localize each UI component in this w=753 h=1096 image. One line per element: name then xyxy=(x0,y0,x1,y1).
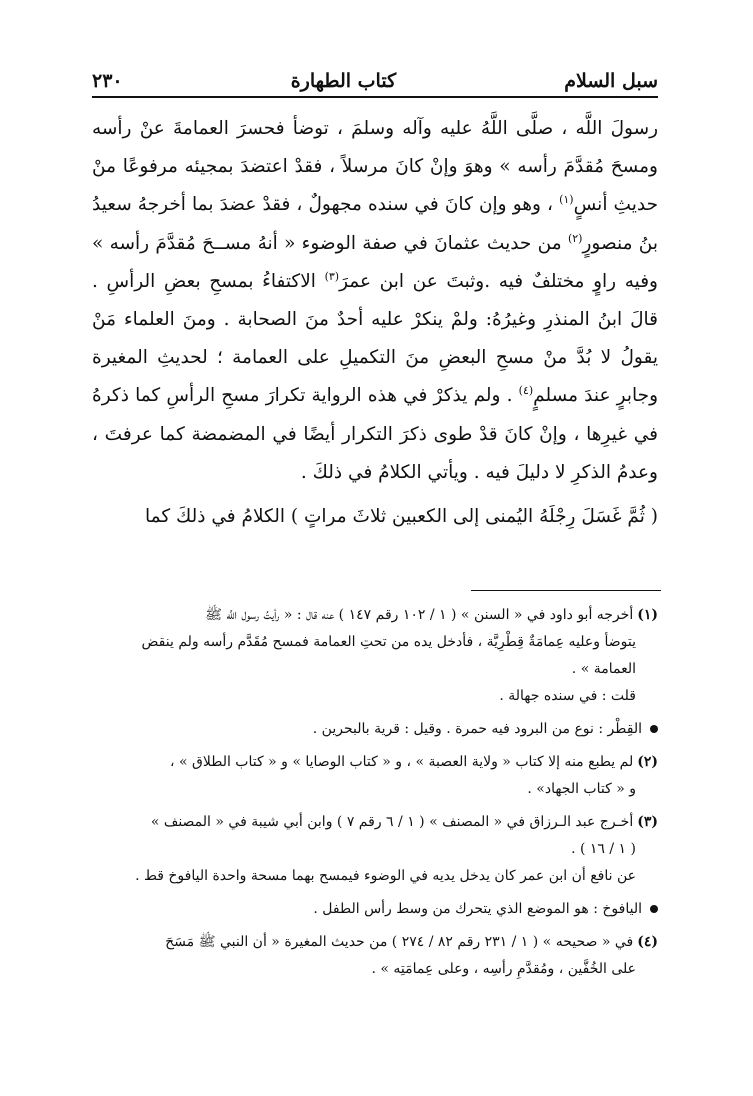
footnote-ref: (٢) xyxy=(567,231,583,245)
footnote-ref: (٤) xyxy=(518,384,534,398)
glossary-text: القِطْر : نوع من البرود فيه حمرة . وقيل : قرية بالبحرين . xyxy=(312,721,642,737)
footnote-note: قلت : في سنده جهالة . xyxy=(499,688,636,704)
footnote-text: لم يطبع منه إلا كتاب « ولاية العصبة » ، و « كتاب الوصايا » و « كتاب الطلاق » ، xyxy=(170,754,634,770)
footnote-number: (١) xyxy=(637,607,658,623)
footnote-text: و « كتاب الجهاد» . xyxy=(527,781,636,797)
text-segment: من حديث عثمانَ في صفة الوضوء « أنهُ مســحَ مُقدَّمَ رأسه » وفيه راوٍ مختلفٌ فيه .وثبتَ عن ابن عمرَ xyxy=(92,232,658,292)
hadith-quote: ( ثُمَّ غَسَلَ رِجْلَهُ اليُمنى إلى الكعبين ثلاثَ مراتٍ ) الكلامُ في ذلكَ كما xyxy=(145,506,658,528)
footnote-4 xyxy=(92,929,658,983)
footnote-text: على الخُفَّين ، ومُقدَّمِ رأسِه ، وعلى عِمامَتِه » . xyxy=(371,961,636,977)
footnote-text: ( ١ / ١٦ ) . xyxy=(571,841,636,857)
page-header xyxy=(92,60,658,92)
footnote-note: عن نافع أن ابن عمر كان يدخل يديه في الوضوء فيمسح بهما مسحة واحدة اليافوخ قط . xyxy=(135,868,636,884)
footnote-number: (٢) xyxy=(637,754,658,770)
text-segment: . ولم يذكرْ في هذه الرواية تكرارَ مسحِ الرأسِ كما ذكرهُ في غيرِها ، وإنْ كانَ قدْ طوى ذكرَ التكرار أيضًا في المضمضة كما عرفتَ ، وعدمُ الذكرِ لا دليلَ فيه . ويأتي الكلامُ في ذلكَ . xyxy=(92,385,658,483)
footnote-ref: (١) xyxy=(559,193,574,207)
footnote-number: (٤) xyxy=(637,934,658,950)
text-segment: رسولَ اللَّه ، صلَّى اللَّهُ عليه وآله وسلمَ ، توضأ فحسرَ العمامةَ عنْ رأسه ومسحَ مُقدَّمَ رأسه » وهوَ وإنْ كانَ مرسلاً ، فقدْ اعتضدَ بمجيئه مرفوعًا منْ حديثِ أنسٍ xyxy=(92,118,659,216)
glossary-note xyxy=(92,896,658,923)
footnote-ref: (٣) xyxy=(324,269,340,283)
header-divider xyxy=(92,96,658,98)
bullet-icon xyxy=(650,905,658,913)
glossary-text: اليافوخ : هو الموضع الذي يتحرك من وسط رأس الطفل . xyxy=(313,901,642,917)
footnote-number: (٣) xyxy=(637,814,658,830)
glossary-note xyxy=(92,716,658,743)
footnote-3 xyxy=(92,809,658,890)
book-title: سبل السلام xyxy=(564,70,658,92)
bullet-icon xyxy=(650,725,658,733)
footnote-divider xyxy=(471,590,661,591)
footnote-text: العمامة » . xyxy=(571,661,636,677)
footnote-text: أخـرج عبد الـرزاق في « المصنف » ( ١ / ٦ رقم ٧ ) وابن أبي شيبة في « المصنف » xyxy=(150,814,634,830)
chapter-title: كتاب الطهارة xyxy=(290,70,397,92)
footnote-2 xyxy=(92,749,658,803)
body-paragraph xyxy=(92,110,658,492)
footnote-1 xyxy=(92,602,658,710)
text-segment: ، وهو وإن كانَ في سنده مجهولٌ ، فقدْ عضدَ بما أخرجهُ سعيدُ بنُ منصورٍ xyxy=(92,194,658,254)
footnote-text: في « صحيحه » ( ١ / ٢٣١ رقم ٨٢ / ٢٧٤ ) من حديث المغيرة « أن النبي ﷺ مَسَحَ xyxy=(165,934,634,950)
footnote-text: أخرجه أبو داود في « السنن » ( ١ / ١٠٢ رقم ١٤٧ ) عنه قال : « رأيتُ رسول اللَّه ﷺ xyxy=(205,607,634,623)
footnote-text: يتوضأ وعليه عِمامَةٌ قِطْرِيَّة ، فأدخل يده من تحتِ العمامة فمسح مُقَدَّم رأسه ولم ينقض xyxy=(141,634,636,650)
text-segment: الاكتفاءُ بمسحِ بعضِ الرأسِ . قالَ ابنُ المنذرِ وغيرُهُ: ولمْ ينكرْ عليه أحدٌ منَ الصحابة . ومنَ العلماء مَنْ يقولُ لا بُدَّ منْ مسحِ البعضِ منَ التكميلِ على العمامة ؛ لحديثِ المغيرة وجابرٍ عندَ مسلمٍ xyxy=(92,270,659,407)
footnotes xyxy=(92,602,658,989)
page-number: ٢٣٠ xyxy=(92,70,123,92)
main-text xyxy=(92,110,658,536)
